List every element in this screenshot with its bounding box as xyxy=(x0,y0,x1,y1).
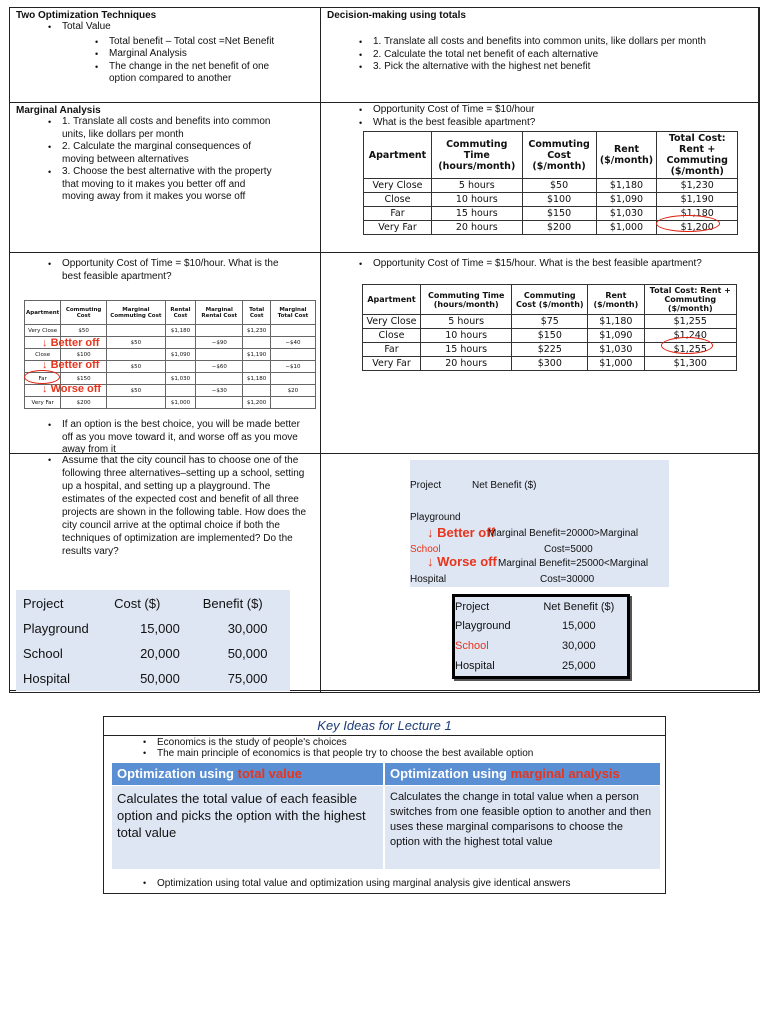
highlight-circle xyxy=(661,337,713,354)
cell: $1,090 xyxy=(165,349,195,361)
cell: $1,200 xyxy=(243,397,270,409)
cell: $1,180 xyxy=(657,207,738,221)
cell: Close xyxy=(363,329,421,343)
cell: $1,190 xyxy=(657,193,738,207)
col-header: Apartment xyxy=(25,301,61,325)
cell: $300 xyxy=(512,357,588,371)
table-row xyxy=(25,325,316,337)
cell: $1,240 xyxy=(644,329,736,343)
annotation-better-off: ↓ Better off xyxy=(42,337,100,349)
cell: $150 xyxy=(512,329,588,343)
cell: Very Close xyxy=(363,315,421,329)
col-header: Commuting Time (hours/month) xyxy=(432,132,523,179)
cell xyxy=(196,325,243,337)
cell: −$30 xyxy=(196,385,243,397)
section-apartment-10 xyxy=(320,102,760,253)
cell: −$90 xyxy=(196,337,243,349)
header-text: Net Benefit ($) xyxy=(472,480,537,491)
cell: Far xyxy=(363,343,421,357)
annotation-better-off: ↓ Better off xyxy=(427,525,495,540)
net-benefit-table xyxy=(452,594,630,679)
col-header: Total Cost: Rent + Commuting ($/month) xyxy=(657,132,738,179)
col-header: Net Benefit ($) xyxy=(543,600,615,613)
header-marginal-analysis xyxy=(385,763,660,785)
cell: $1,190 xyxy=(243,349,270,361)
cell xyxy=(196,373,243,385)
cell: School xyxy=(455,640,489,652)
cell xyxy=(196,349,243,361)
cell: $100 xyxy=(61,349,107,361)
header-total-value xyxy=(112,763,383,785)
cell xyxy=(270,373,315,385)
project-label: Playground xyxy=(410,512,461,523)
project-label: Hospital xyxy=(410,574,447,585)
col-header: Commuting Cost xyxy=(61,301,107,325)
cell: $1,300 xyxy=(644,357,736,371)
cell: Close xyxy=(364,193,432,207)
cell: $50 xyxy=(61,325,107,337)
cell: 75,000 xyxy=(227,671,268,686)
marginal-note: Marginal Benefit=25000<Marginal xyxy=(498,558,649,569)
cell xyxy=(165,385,195,397)
cell: $1,180 xyxy=(165,325,195,337)
comparison-panel xyxy=(112,763,660,869)
cell: −$10 xyxy=(270,361,315,373)
sub-bullet: • Total benefit – Total cost =Net Benefit xyxy=(109,36,320,49)
cell: $50 xyxy=(522,179,596,193)
cell xyxy=(243,385,270,397)
key-ideas-title: Key Ideas for Lecture 1 xyxy=(104,717,665,736)
cell: $1,030 xyxy=(596,207,657,221)
table-row xyxy=(363,357,737,371)
col-header: Marginal Rental Cost xyxy=(196,301,243,325)
highlight-circle xyxy=(24,370,60,384)
col-header: Cost ($) xyxy=(114,595,161,611)
cell: $150 xyxy=(61,373,107,385)
table-row xyxy=(364,179,738,193)
col-header: Rent ($/month) xyxy=(596,132,657,179)
cell: $1,090 xyxy=(588,329,644,343)
bullet: • The main principle of economics is that people try to choose the best available option xyxy=(157,748,665,759)
bullet: • Assume that the city council has to choose one of the following three alternatives–setting up a school, setting up a hospital, and setting up a playground. The estimates of the expected cost and benefit of all three projects are shown in the following table. How does the city council arrive at the optimal choice if both the techniques of optimization are implemented? Do the results vary? xyxy=(62,454,308,558)
cell: $200 xyxy=(522,221,596,235)
table-row xyxy=(363,315,737,329)
cell: $1,230 xyxy=(657,179,738,193)
cell: Hospital xyxy=(23,671,70,686)
cell xyxy=(270,349,315,361)
annotation-better-off: ↓ Better off xyxy=(42,359,100,371)
col-header: Rental Cost xyxy=(165,301,195,325)
marginal-panel xyxy=(410,460,669,587)
cell: $1,000 xyxy=(588,357,644,371)
cell: Very Close xyxy=(25,325,61,337)
bullet: • Opportunity Cost of Time = $10/hour. What is the best feasible apartment? xyxy=(62,258,300,283)
cell: $1,255 xyxy=(644,315,736,329)
cell: −$60 xyxy=(196,361,243,373)
col-header: Commuting Time (hours/month) xyxy=(421,285,512,315)
cell xyxy=(165,361,195,373)
bullet: • Economics is the study of people's choices xyxy=(157,737,665,748)
cell: 50,000 xyxy=(227,646,268,661)
cell: $150 xyxy=(522,207,596,221)
cell: 20 hours xyxy=(432,221,523,235)
apartment-table-15 xyxy=(362,284,737,371)
cell: 15,000 xyxy=(561,620,596,632)
annotation-text: Worse off xyxy=(437,554,497,569)
cell: 25,000 xyxy=(561,660,596,672)
header-highlight: marginal analysis xyxy=(510,766,620,781)
step-item: • 1. Translate all costs and benefits into common units, like dollars per month xyxy=(62,116,280,141)
section-marginal-projects xyxy=(320,453,760,693)
step-item: • 3. Pick the alternative with the highest net benefit xyxy=(373,61,759,74)
col-header: Marginal Commuting Cost xyxy=(106,301,165,325)
cell: 20,000 xyxy=(140,646,180,661)
annotation-text: Better off xyxy=(50,359,100,371)
section-marginal-table xyxy=(9,252,321,454)
annotation-text: Better off xyxy=(437,525,495,540)
col-header: Project xyxy=(455,600,490,613)
cell: 15,000 xyxy=(140,621,180,636)
col-header: Marginal Total Cost xyxy=(270,301,315,325)
bullet: • Opportunity Cost of Time = $15/hour. What is the best feasible apartment? xyxy=(373,258,759,271)
cell: Playground xyxy=(23,621,89,636)
section-city-council xyxy=(9,453,321,693)
cell: 20 hours xyxy=(421,357,512,371)
cell: Playground xyxy=(455,620,511,632)
step-item: • 1. Translate all costs and benefits into common units, like dollars per month xyxy=(373,36,759,49)
col-header: Apartment xyxy=(363,285,421,315)
cell: 30,000 xyxy=(227,621,268,636)
marginal-description: Calculates the change in total value when a person switches from one feasible option to another and then uses these marginal comparisons to choose the option with the highest total value xyxy=(385,786,660,869)
annotation-worse-off: ↓ Worse off xyxy=(42,383,102,395)
section-marginal-analysis xyxy=(9,102,321,253)
cell: $1,000 xyxy=(596,221,657,235)
cell: Very Far xyxy=(25,397,61,409)
annotation-text: Worse off xyxy=(50,383,102,395)
cell xyxy=(243,361,270,373)
col-header: Commuting Cost ($/month) xyxy=(512,285,588,315)
cell: Far xyxy=(25,373,61,385)
cell: $225 xyxy=(512,343,588,357)
cell: $1,255 xyxy=(644,343,736,357)
section-title: Two Optimization Techniques xyxy=(16,10,157,21)
cell: 50,000 xyxy=(140,671,180,686)
marginal-note: Cost=5000 xyxy=(544,544,593,555)
cell: $1,200 xyxy=(657,221,738,235)
cell: −$40 xyxy=(270,337,315,349)
cell: $100 xyxy=(522,193,596,207)
cell: School xyxy=(23,646,63,661)
cell: $200 xyxy=(61,397,107,409)
cell: 5 hours xyxy=(432,179,523,193)
highlight-circle xyxy=(656,215,720,232)
sub-bullet: • The change in the net benefit of one option compared to another xyxy=(109,61,299,86)
header-text: Project xyxy=(410,480,442,491)
marginal-note: Cost=30000 xyxy=(540,574,595,585)
cell xyxy=(106,349,165,361)
cell: $1,030 xyxy=(588,343,644,357)
cell: $20 xyxy=(270,385,315,397)
cell: $50 xyxy=(106,361,165,373)
col-header: Rent ($/month) xyxy=(588,285,644,315)
marginal-note: Marginal Benefit=20000>Marginal xyxy=(488,528,639,539)
header-text: Optimization using xyxy=(117,766,238,781)
table-row xyxy=(25,397,316,409)
sub-bullet: • Marginal Analysis xyxy=(109,48,320,61)
cell: 10 hours xyxy=(432,193,523,207)
annotation-text: Better off xyxy=(50,337,100,349)
project-label: School xyxy=(410,544,441,555)
col-header: Total Cost: Rent + Commuting ($/month) xyxy=(644,285,736,315)
header-highlight: total value xyxy=(237,766,302,781)
cell xyxy=(270,325,315,337)
cell xyxy=(165,337,195,349)
header-text: Optimization using xyxy=(390,766,511,781)
col-header: Total Cost xyxy=(243,301,270,325)
cell: $1,090 xyxy=(596,193,657,207)
cell xyxy=(196,397,243,409)
panel-header xyxy=(410,480,537,491)
cell: Far xyxy=(364,207,432,221)
bullet: • If an option is the best choice, you will be made better off as you move toward it, and worse off as you move away from it xyxy=(62,419,310,454)
bullet: • What is the best feasible apartment? xyxy=(373,117,759,130)
cell xyxy=(106,373,165,385)
cell: Hospital xyxy=(455,660,495,672)
bullet-total-value: • Total Value xyxy=(62,21,320,34)
cell: Very Far xyxy=(363,357,421,371)
cell: $1,180 xyxy=(596,179,657,193)
cell xyxy=(106,325,165,337)
col-header: Benefit ($) xyxy=(202,595,263,611)
total-value-description: Calculates the total value of each feasible option and picks the option with the highest total value xyxy=(112,786,383,869)
key-ideas-box xyxy=(103,716,666,894)
cell: $1,180 xyxy=(588,315,644,329)
cell: $1,230 xyxy=(243,325,270,337)
cell: Very Far xyxy=(364,221,432,235)
bullet: • Optimization using total value and optimization using marginal analysis give identical answers xyxy=(157,878,571,889)
cell: Very Close xyxy=(364,179,432,193)
table-row xyxy=(364,193,738,207)
cell: Close xyxy=(25,349,61,361)
section-decision-totals xyxy=(320,7,760,103)
section-apartment-15 xyxy=(320,252,760,454)
cell: $75 xyxy=(512,315,588,329)
cell: $50 xyxy=(106,337,165,349)
cell: 15 hours xyxy=(432,207,523,221)
annotation-worse-off: ↓ Worse off xyxy=(427,554,497,569)
project-cost-table xyxy=(16,590,290,691)
step-item: • 2. Calculate the total net benefit of each alternative xyxy=(373,49,759,62)
content-grid xyxy=(9,7,759,691)
step-item: • 3. Choose the best alternative with the property that moving to it makes you better off and moving away from it makes you worse off xyxy=(62,166,280,204)
cell: 5 hours xyxy=(421,315,512,329)
cell: $1,000 xyxy=(165,397,195,409)
cell: 30,000 xyxy=(561,640,596,652)
section-title: Marginal Analysis xyxy=(16,105,101,116)
col-header: Apartment xyxy=(364,132,432,179)
bullet: • Opportunity Cost of Time = $10/hour xyxy=(373,104,759,117)
col-header: Project xyxy=(23,595,64,611)
cell: $1,030 xyxy=(165,373,195,385)
cell xyxy=(106,397,165,409)
col-header: Commuting Cost ($/month) xyxy=(522,132,596,179)
cell: $1,180 xyxy=(243,373,270,385)
cell: $50 xyxy=(106,385,165,397)
section-title: Decision-making using totals xyxy=(327,10,466,21)
step-item: • 2. Calculate the marginal consequences of moving between alternatives xyxy=(62,141,280,166)
cell xyxy=(270,397,315,409)
cell xyxy=(243,337,270,349)
cell: 10 hours xyxy=(421,329,512,343)
section-two-techniques xyxy=(9,7,321,103)
cell: 15 hours xyxy=(421,343,512,357)
